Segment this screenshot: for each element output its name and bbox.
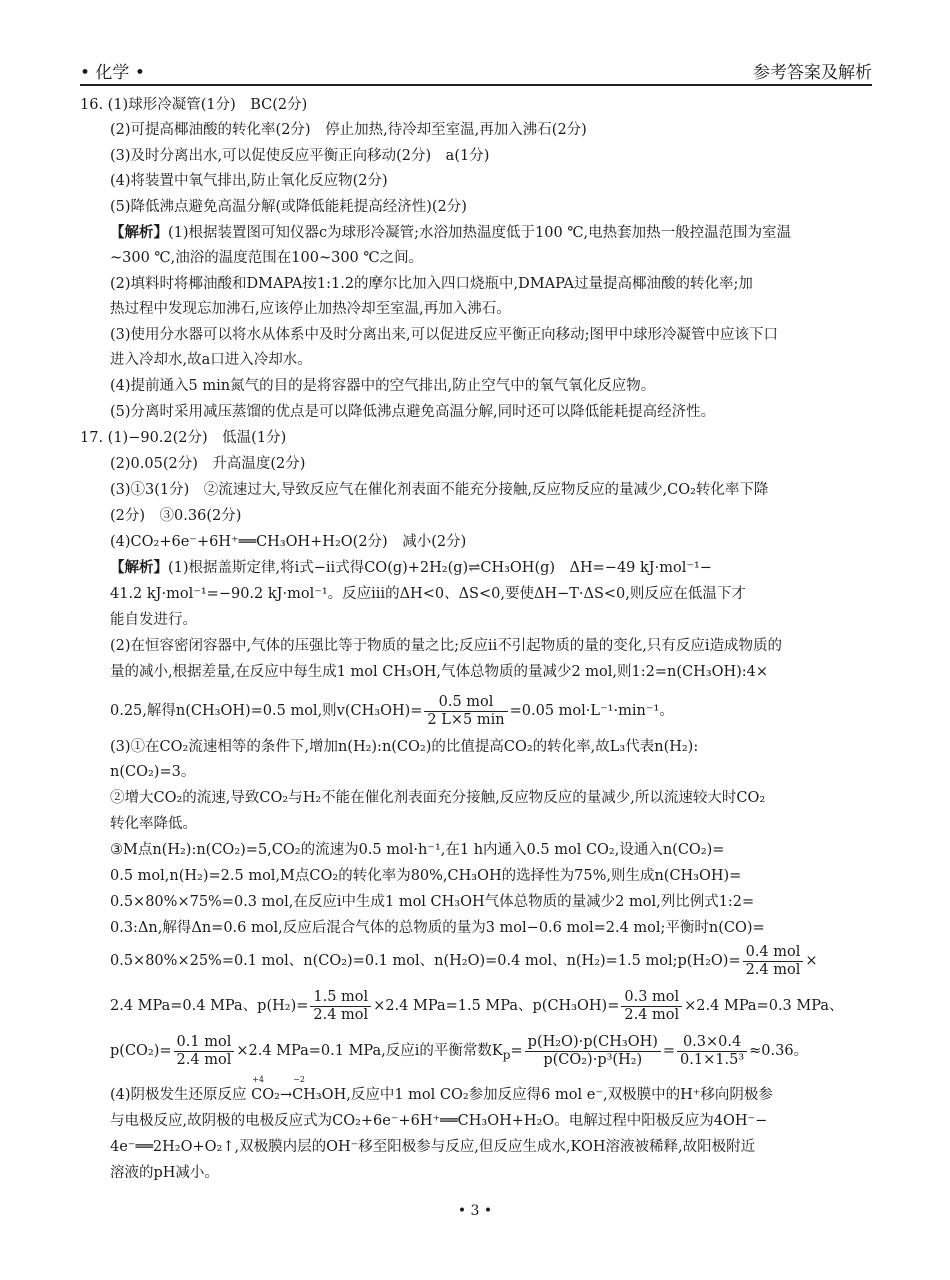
- q17-answer-3: (3)①3(1分) ②流速过大,导致反应气在催化剂表面不能充分接触,反应物反应的量减少,CO₂转化率下降: [110, 482, 769, 498]
- q17-analysis-21: 溶液的pH减小。: [110, 1165, 219, 1181]
- q16-answer-3: (3)及时分离出水,可以促使反应平衡正向移动(2分) a(1分): [110, 148, 490, 164]
- q17-analysis-6: 0.25,解得n(CH₃OH)=0.5 mol,则v(CH₃OH)= $\frac{\text{0.5 mol}}{2 L\times 5 \min}$ =0.05 mol·L⁻¹·min⁻¹。: [110, 693, 674, 728]
- q17-analysis-4: (2)在恒容密闭容器中,气体的压强比等于物质的量之比;反应ⅱ不引起物质的量的变化,只有反应ⅰ造成物质的: [110, 638, 783, 654]
- q17-analysis-11: ③M点n(H₂):n(CO₂)=5,CO₂的流速为0.5 mol·h⁻¹,在1 h内通入0.5 mol CO₂,设通入n(CO₂)=: [110, 842, 725, 858]
- q17-answer-1: 17. (1)−90.2(2分) 低温(1分): [80, 430, 287, 446]
- q16-analysis-3: (2)填料时将椰油酸和DMAPA按1:1.2的摩尔比加入四口烧瓶中,DMAPA过量提高椰油酸的转化率;加: [110, 276, 753, 292]
- subject-label: • 化学 •: [80, 63, 145, 83]
- page-header: [80, 58, 872, 82]
- q16-analysis-1: 【解析】(1)根据装置图可知仪器c为球形冷凝管;水浴加热温度低于100 ℃,电热套加热一般控温范围为室温: [110, 224, 792, 241]
- q16-analysis-7: (4)提前通入5 min氮气的目的是将容器中的空气排出,防止空气中的氧气氧化反应物。: [110, 378, 656, 394]
- q17-analysis-18: (4)阴极发生还原反应 +4 CO₂→ −2 CH₃OH,反应中1 mol CO₂参加反应得6 mol e⁻,双极膜中的H⁺移向阴极参: [110, 1075, 773, 1103]
- q17-analysis-14: 0.3:Δn,解得Δn=0.6 mol,反应后混合气体的总物质的量为3 mol−0.6 mol=2.4 mol;平衡时n(CO)=: [110, 920, 765, 936]
- q17-answer-4: (2分) ③0.36(2分): [110, 508, 242, 524]
- q17-analysis-15: 0.5×80%×25%=0.1 mol、n(CO₂)=0.1 mol、n(H₂O)=0.4 mol、n(H₂)=1.5 mol;p(H₂O)= $\frac{\text{0.4 mol}}{\text{2.4 mol}}$ ×: [110, 943, 818, 978]
- q17-analysis-3: 能自发进行。: [110, 612, 197, 628]
- q17-analysis-2: 41.2 kJ·mol⁻¹=−90.2 kJ·mol⁻¹。反应ⅲ的ΔH<0、ΔS<0,要使ΔH−T·ΔS<0,则反应在低温下才: [110, 586, 746, 602]
- q16-analysis-8: (5)分离时采用减压蒸馏的优点是可以降低沸点避免高温分解,同时还可以降低能耗提高经济性。: [110, 404, 716, 420]
- q16-analysis-5: (3)使用分水器可以将水从体系中及时分离出来,可以促进反应平衡正向移动;图甲中球形冷凝管中应该下口: [110, 327, 779, 343]
- q17-analysis-10: 转化率降低。: [110, 816, 197, 832]
- q17-answer-2: (2)0.05(2分) 升高温度(2分): [110, 456, 306, 472]
- fraction-rate: $\frac{\text{0.5 mol}}{2 L\times 5 \min}$: [424, 694, 507, 729]
- q17-answer-5: (4)CO₂+6e⁻+6H⁺══CH₃OH+H₂O(2分) 减小(2分): [110, 534, 467, 550]
- q16-analysis-2: ~300 ℃,油浴的温度范围在100~300 ℃之间。: [110, 250, 424, 266]
- q16-answer-1: 16. (1)球形冷凝管(1分) BC(2分): [80, 97, 308, 113]
- q17-analysis-12: 0.5 mol,n(H₂)=2.5 mol,M点CO₂的转化率为80%,CH₃OH的选择性为75%,则生成n(CH₃OH)=: [110, 868, 742, 884]
- header-rule: [80, 84, 872, 86]
- section-title: 参考答案及解析: [753, 63, 872, 83]
- q16-analysis-6: 进入冷却水,故a口进入冷却水。: [110, 352, 312, 368]
- q17-analysis-8: n(CO₂)=3。: [110, 764, 196, 780]
- q17-analysis-1: 【解析】(1)根据盖斯定律,将ⅰ式−ⅱ式得CO(g)+2H₂(g)⇌CH₃OH(g) ΔH=−49 kJ·mol⁻¹−: [110, 559, 712, 576]
- q17-analysis-13: 0.5×80%×75%=0.3 mol,在反应ⅰ中生成1 mol CH₃OH气体总物质的量减少2 mol,列比例式1:2=: [110, 894, 755, 910]
- q16-answer-2: (2)可提高椰油酸的转化率(2分) 停止加热,待冷却至室温,再加入沸石(2分): [110, 122, 587, 138]
- q16-answer-5: (5)降低沸点避免高温分解(或降低能耗提高经济性)(2分): [110, 199, 467, 215]
- q17-analysis-16: 2.4 MPa=0.4 MPa、p(H₂)= $\frac{\text{1.5 mol}}{\text{2.4 mol}}$ ×2.4 MPa=1.5 MPa、p(CH₃OH)= $\frac{\text{0.3 mol}}{\text{2.4 mol}}$ ×2.4 MPa=0.3 MPa、: [110, 988, 844, 1023]
- q17-analysis-19: 与电极反应,故阴极的电极反应式为CO₂+6e⁻+6H⁺══CH₃OH+H₂O。电解过程中阳极反应为4OH⁻−: [110, 1113, 768, 1129]
- q17-analysis-17: p(CO₂)= $\frac{\text{0.1 mol}}{\text{2.4 mol}}$ ×2.4 MPa=0.1 MPa,反应ⅰ的平衡常数$K_p=$ $\frac{\text{p(H₂O)·p(CH₃OH)}}{\text{p(CO₂)·p³(H₂)}}$ = $\frac{0.3\times 0.4}{\text{0.1×1.5³}}$ ≈0.36。: [110, 1033, 809, 1068]
- q17-analysis-7: (3)①在CO₂流速相等的条件下,增加n(H₂):n(CO₂)的比值提高CO₂的转化率,故L₃代表n(H₂):: [110, 739, 699, 755]
- q17-analysis-20: 4e⁻══2H₂O+O₂↑,双极膜内层的OH⁻移至阳极参与反应,但反应生成水,KOH溶液被稀释,故阳极附近: [110, 1139, 756, 1155]
- q16-answer-4: (4)将装置中氧气排出,防止氧化反应物(2分): [110, 173, 388, 189]
- analysis-label: 【解析】: [110, 224, 168, 241]
- q17-analysis-9: ②增大CO₂的流速,导致CO₂与H₂不能在催化剂表面充分接触,反应物反应的量减少,所以流速较大时CO₂: [110, 790, 766, 806]
- q16-analysis-4: 热过程中发现忘加沸石,应该停止加热冷却至室温,再加入沸石。: [110, 301, 511, 317]
- q17-analysis-5: 量的减小,根据差量,在反应中每生成1 mol CH₃OH,气体总物质的量减少2 mol,则1:2=n(CH₃OH):4×: [110, 664, 769, 680]
- page-number: • 3 •: [457, 1203, 493, 1219]
